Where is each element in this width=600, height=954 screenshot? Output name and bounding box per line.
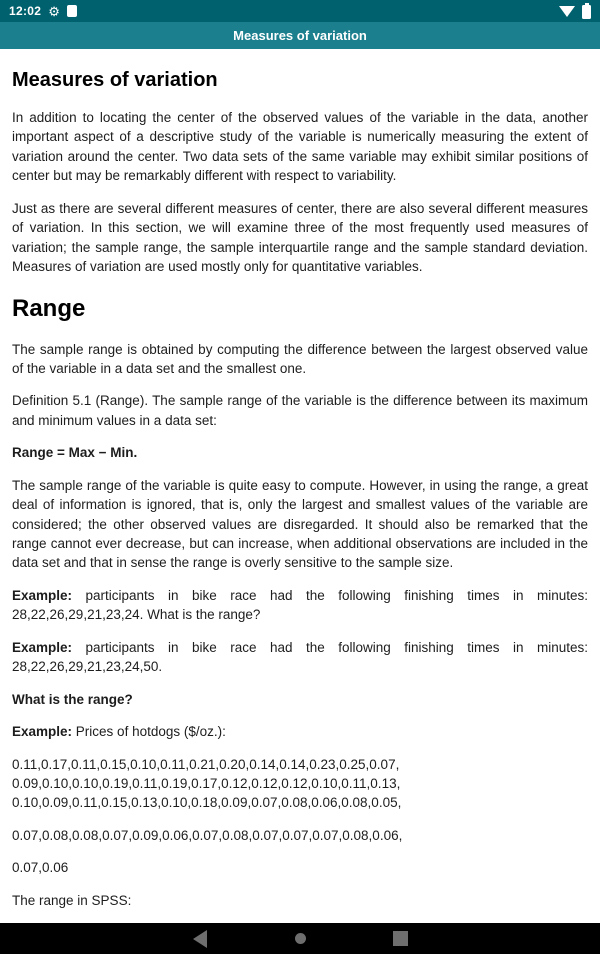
battery-icon <box>582 5 591 19</box>
back-button[interactable] <box>181 923 219 954</box>
example-2-text: participants in bike race had the following finishing times in minutes: 28,22,26,29,21,23,24,50. <box>12 639 588 675</box>
status-bar <box>0 0 600 22</box>
example-2-paragraph <box>12 638 588 677</box>
app-bar-title: Measures of variation <box>233 28 367 43</box>
example-1-text: participants in bike race had the following finishing times in minutes: 28,22,26,29,21,23,24. What is the range? <box>12 587 588 623</box>
home-icon <box>295 933 306 944</box>
range-paragraph-1: The sample range is obtained by computing the difference between the largest observed value of the variable in a data set and the smallest one. <box>12 341 588 376</box>
navigation-bar <box>0 923 600 954</box>
range-paragraph-2: The sample range of the variable is quite easy to compute. However, in using the range, a great deal of information is ignored, that is, only the largest and smallest values of the variable are considered; the other observed values are disregarded. It should also be remarked that the range cannot ever decrease, but can increase, when additional observations are included in the data set and that in sense the range is overly sensitive to the sample size. <box>12 477 588 571</box>
app-bar <box>0 22 600 49</box>
home-button[interactable] <box>281 923 319 954</box>
example-1-label: Example: <box>12 587 73 603</box>
range-section-heading: Range <box>12 294 86 322</box>
hotdog-data-block-3: 0.07,0.06 <box>12 860 69 876</box>
range-formula: Range = Max − Min. <box>12 445 138 461</box>
recents-button[interactable] <box>381 923 419 954</box>
wifi-icon <box>559 6 575 17</box>
intro-paragraph-1: In addition to locating the center of the observed values of the variable in the data, another important aspect of a descriptive study of the variable is numerically measuring the extent of variation around the center. Two data sets of the same variable may exhibit similar positions of center but may be remarkably different with respect to variability. <box>12 110 588 184</box>
page-title: Measures of variation <box>12 69 218 91</box>
status-time: 12:02 <box>9 4 42 18</box>
intro-paragraph-2: Just as there are several different measures of center, there are also several different measures of variation. In this section, we will examine three of the most frequently used measures of variation; the sample range, the sample interquartile range and the sample standard deviation. Measures of variation are used mostly only for quantitative variables. <box>12 200 588 275</box>
example-3-text: Prices of hotdogs ($/oz.): <box>75 724 226 740</box>
recents-icon <box>393 931 408 946</box>
question-line: What is the range? <box>12 691 133 707</box>
hotdog-data-block-1: 0.11,0.17,0.11,0.15,0.10,0.11,0.21,0.20,0.14,0.14,0.23,0.25,0.07, 0.09,0.10,0.10,0.19,0.11,0.19,0.17,0.12,0.12,0.12,0.10,0.11,0.13, 0.10,0.09,0.11,0.15,0.13,0.10,0.18,0.09,0.07,0.08,0.06,0.08,0.05, <box>12 756 402 811</box>
example-3-paragraph <box>12 722 588 741</box>
content-scroll-area[interactable] <box>0 49 600 923</box>
spss-line: The range in SPSS: <box>12 892 132 908</box>
gear-icon: ⚙ <box>48 3 60 19</box>
status-bar-left <box>9 4 77 18</box>
hotdog-data-block-2: 0.07,0.08,0.08,0.07,0.09,0.06,0.07,0.08,0.07,0.07,0.07,0.08,0.06, <box>12 827 403 843</box>
rounded-rect-icon <box>67 5 77 17</box>
example-1-paragraph <box>12 586 588 625</box>
example-3-label: Example: <box>12 724 73 740</box>
status-bar-right <box>559 4 591 19</box>
definition-paragraph: Definition 5.1 (Range). The sample range of the variable is the difference between its maximum and minimum values in a data set: <box>12 393 588 428</box>
back-icon <box>193 930 207 948</box>
example-2-label: Example: <box>12 639 73 655</box>
